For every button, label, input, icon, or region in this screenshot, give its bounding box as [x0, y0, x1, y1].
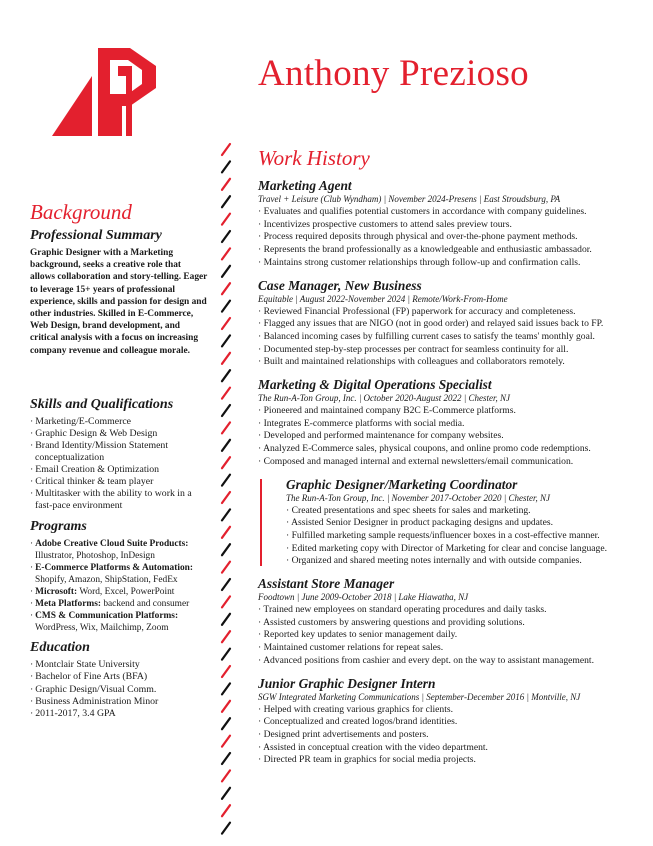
job-bullet: · Reported key updates to senior management daily. [258, 629, 458, 641]
program-item: · CMS & Communication Platforms: WordPress, Wix, Mailchimp, Zoom [30, 611, 179, 634]
accent-bar [260, 479, 262, 567]
job-bullet: · Designed print advertisements and posters. [258, 728, 429, 740]
programs-list [30, 538, 208, 635]
job-title: Marketing & Digital Operations Specialist [258, 377, 492, 393]
job-bullet: · Directed PR team in graphics for social media projects. [258, 754, 476, 766]
education-heading: Education [30, 640, 90, 656]
divider-dash [222, 405, 230, 416]
divider-dash [222, 509, 230, 520]
job-bullet: · Created presentations and spec sheets for sales and marketing. [286, 504, 531, 516]
divider-dash [222, 823, 230, 834]
divider-dash [222, 318, 230, 329]
skill-item: · Brand Identity/Mission Statement conceptualization [30, 440, 169, 464]
job-title: Case Manager, New Business [258, 277, 422, 293]
job-bullet: · Fulfilled marketing sample requests/influencer boxes in a cost-effective manner. [286, 529, 600, 541]
job-meta: Equitable | August 2022-November 2024 | Remote/Work-From-Home [258, 293, 508, 304]
work-history-heading: Work History [258, 146, 370, 170]
job-title: Marketing Agent [258, 178, 352, 193]
ap-logo [52, 48, 156, 136]
job-meta: The Run-A-Ton Group, Inc. | November 2017-October 2020 | Chester, NJ [286, 492, 551, 503]
divider-dash [222, 544, 230, 555]
divider-dash [222, 179, 230, 190]
job-bullet: · Maintains strong customer relationships through follow-up and confirmation calls. [258, 256, 581, 268]
education-item: · 2011-2017, 3.4 GPA [30, 707, 116, 719]
divider-dash [222, 614, 230, 625]
education-item: · Bachelor of Fine Arts (BFA) [30, 671, 148, 683]
job-bullet: · Developed and performed maintenance for company websites. [258, 430, 504, 442]
job-bullet: · Built and maintained relationships with colleagues and collaborators remotely. [258, 356, 565, 368]
divider-dash [222, 440, 230, 451]
job-entry [258, 377, 638, 469]
job-bullet: · Evaluates and qualifies potential customers in accordance with company guidelines. [258, 206, 587, 217]
job-meta: SGW Integrated Marketing Communications | September-December 2016 | Montville, NJ [258, 691, 581, 702]
divider-dash [222, 579, 230, 590]
skill-item: · Multitasker with the ability to work in a fast-pace environment [30, 488, 192, 512]
job-bullet: · Documented step-by-step processes per contract for seamless continuity for all. [258, 343, 569, 355]
skill-item: · Critical thinker & team player [30, 476, 154, 488]
program-item: · Microsoft: Word, Excel, PowerPoint [30, 586, 175, 597]
program-item: · Adobe Creative Cloud Suite Products: Illustrator, Photoshop, InDesign [30, 538, 189, 561]
divider-dash [222, 527, 230, 538]
divider-dash [222, 214, 230, 225]
job-entry [258, 576, 638, 668]
job-bullets [286, 505, 638, 569]
divider-dash [222, 596, 230, 607]
divider-dash [222, 683, 230, 694]
job-bullet: · Conceptualized and created logos/brand identities. [258, 716, 458, 728]
job-bullet: · Composed and managed internal and external newsletters/email communication. [258, 455, 574, 467]
skills-list [30, 416, 208, 513]
education-item: · Business Administration Minor [30, 695, 159, 707]
candidate-name: Anthony Prezioso [258, 53, 529, 94]
divider-dash [222, 283, 230, 294]
job-bullets [258, 704, 638, 768]
programs-heading: Programs [30, 518, 87, 534]
job-bullets [258, 405, 638, 469]
education-item: · Montclair State University [30, 659, 140, 671]
background-heading: Background [30, 200, 132, 224]
job-bullet: · Advanced positions from cashier and every dept. on the way to assistant management. [258, 654, 594, 666]
divider-dash [222, 161, 230, 172]
divider-dash [222, 701, 230, 712]
job-bullet: · Represents the brand professionally as a knowledgeable and enthusiastic ambassador. [258, 244, 592, 256]
divider-dash [222, 196, 230, 207]
divider-dash [222, 562, 230, 573]
divider-dash [222, 788, 230, 799]
job-entry [258, 676, 638, 768]
divider-dash [222, 492, 230, 503]
divider-dash [222, 805, 230, 816]
right-column [258, 146, 638, 775]
divider-dash [222, 631, 230, 642]
divider-dash [222, 266, 230, 277]
divider-dash [222, 144, 230, 155]
divider-dash [222, 457, 230, 468]
job-bullet: · Assisted in conceptual creation with the video department. [258, 741, 488, 753]
job-bullet: · Flagged any issues that are NIGO (not in good order) and relayed said issues back to FP. [258, 318, 604, 330]
divider-dash [222, 231, 230, 242]
job-bullet: · Edited marketing copy with Director of Marketing for clear and concise language. [286, 542, 608, 554]
job-entry [258, 278, 638, 370]
divider-dash [222, 666, 230, 677]
job-bullet: · Analyzed E-Commerce sales, physical coupons, and online promo code redemptions. [258, 443, 591, 455]
job-entry-featured [260, 477, 638, 569]
job-title: Graphic Designer/Marketing Coordinator [286, 476, 518, 492]
job-meta: The Run-A-Ton Group, Inc. | October 2020-August 2022 | Chester, NJ [258, 393, 511, 404]
left-column [30, 200, 208, 720]
divider-dash [222, 388, 230, 399]
job-meta: Travel + Leisure (Club Wyndham) | November 2024-Presens | East Stroudsburg, PA [258, 194, 561, 204]
divider-dash [222, 753, 230, 764]
divider-dash [222, 718, 230, 729]
divider-dash [222, 422, 230, 433]
divider-dash [222, 770, 230, 781]
skills-section [30, 397, 208, 513]
skill-item: · Marketing/E-Commerce [30, 415, 132, 427]
skills-heading: Skills and Qualifications [30, 396, 174, 412]
job-bullet: · Pioneered and maintained company B2C E-Commerce platforms. [258, 405, 516, 417]
job-bullet: · Maintained customer relations for repeat sales. [258, 642, 444, 654]
divider-dash [222, 335, 230, 346]
program-item: · E-Commerce Platforms & Automation: Shopify, Amazon, ShipStation, FedEx [30, 562, 193, 585]
job-bullets [258, 206, 638, 270]
summary-text: Graphic Designer with a Marketing background, seeks a creative role that allows collaboration and story-telling. Eager to leverage 15+ years of professional experience, skills and passion for design and other industries. Skilled in E-Commerce, Web Design, brand development, and critical analysis with a focus on increasing company revenue and colleague morale. [30, 248, 208, 356]
job-bullet: · Trained new employees on standard operating procedures and daily tasks. [258, 604, 547, 616]
job-title: Assistant Store Manager [258, 576, 395, 592]
divider-dash [222, 370, 230, 381]
programs-section [30, 519, 208, 635]
divider-dash [222, 248, 230, 259]
education-section [30, 640, 208, 719]
job-entry [258, 178, 638, 270]
job-bullet: · Integrates E-commerce platforms with social media. [258, 417, 465, 429]
job-bullet: · Assisted customers by answering questions and providing solutions. [258, 616, 525, 628]
job-bullets [258, 306, 638, 370]
job-bullets [258, 604, 638, 668]
job-meta: Foodtown | June 2009-October 2018 | Lake Hiawatha, NJ [258, 592, 469, 603]
divider-dash [222, 736, 230, 747]
divider-dash [222, 475, 230, 486]
skill-item: · Graphic Design & Web Design [30, 427, 158, 439]
job-title: Junior Graphic Designer Intern [258, 675, 436, 691]
job-bullet: · Process required deposits through physical and over-the-phone payment methods. [258, 231, 578, 243]
divider-dash [222, 301, 230, 312]
job-bullet: · Organized and shared meeting notes internally and with outside companies. [286, 555, 582, 567]
divider-dash [222, 649, 230, 660]
job-bullet: · Assisted Senior Designer in product packaging designs and updates. [286, 517, 553, 529]
dashed-divider [214, 140, 240, 840]
divider-dash [222, 353, 230, 364]
job-bullet: · Balanced incoming cases by fulfilling current cases to satisfy the teams' monthly goal. [258, 330, 595, 342]
education-list [30, 659, 208, 719]
summary-heading: Professional Summary [30, 228, 162, 243]
job-bullet: · Reviewed Financial Professional (FP) paperwork for accuracy and completeness. [258, 305, 576, 317]
skill-item: · Email Creation & Optimization [30, 464, 160, 476]
education-item: · Graphic Design/Visual Comm. [30, 683, 157, 695]
job-bullet: · Helped with creating various graphics for clients. [258, 703, 454, 715]
job-bullet: · Incentivizes prospective customers to attend sales preview tours. [258, 218, 512, 230]
program-item: · Meta Platforms: backend and consumer [30, 599, 190, 610]
